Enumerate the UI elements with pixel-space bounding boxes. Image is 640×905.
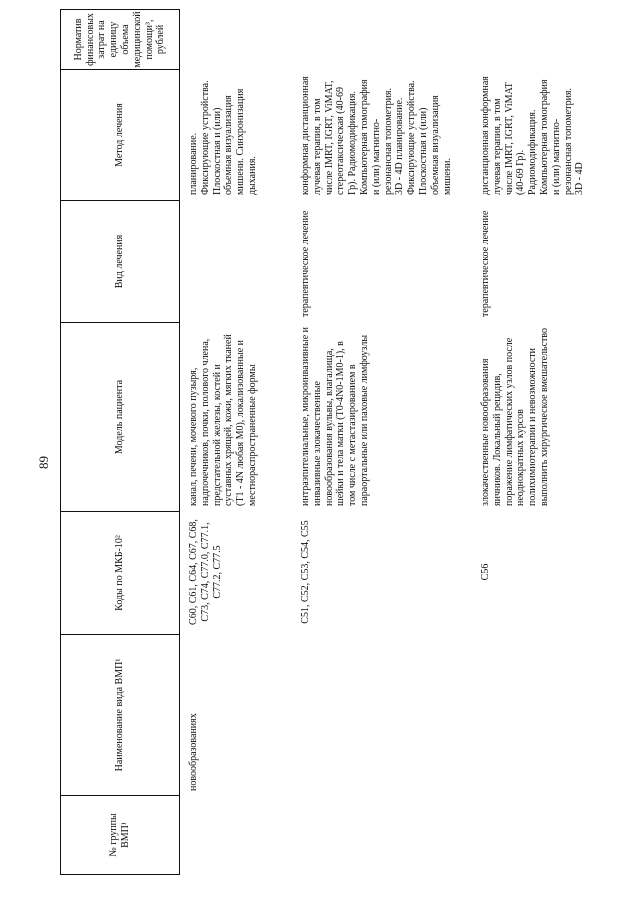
row-3-treatment-type: терапевтическое лечение [480, 210, 491, 317]
row-1-vmp-type: новообразованиях [188, 713, 199, 791]
header-treatment-method: Метод лечения [61, 69, 179, 200]
table-header [60, 9, 180, 875]
row-1-icd-codes: C60, C61, C64, C67, C68, C73, C74, C77.0, C77.1, C77.2, C77.5 [188, 519, 223, 625]
row-3-icd-codes: C56 [480, 563, 491, 581]
header-icd-codes: Коды по МКБ-10² [61, 511, 179, 634]
header-patient-model: Модель пациента [61, 322, 179, 511]
header-group-number: № группы ВМП¹ [61, 795, 179, 874]
row-1-treatment-method: планирование. Фиксирующие устройства. Плоскостная и (или) объемная визуализация мишени. Синхронизация дыхания. [188, 80, 258, 195]
header-financial-norm: Норматив финансовых затрат на единицу объема медицинской помощи³, рублей [61, 9, 179, 69]
row-3-treatment-method: дистанционная конформная лучевая терапия, в том числе IMRT, IGRT, ViMAT (40-69 Гр). Радиомодификация. Компьютерная томография и (или) магнитно-резонансная топометрия. 3D - 4D [480, 76, 586, 195]
row-2-patient-model: интраэпителиальные, микроинвазивные и инвазивные злокачественные новообразования вульвы, влагалища, шейки и тела матки (T0-4N0-1M0-1), в том числе с метастазированием в параортальные или паховые лимфоузлы [300, 326, 370, 506]
header-treatment-type: Вид лечения [61, 200, 179, 322]
page-number: 89 [36, 456, 51, 469]
row-2-treatment-method: конформная дистанционная лучевая терапия, в том числе IMRT, IGRT, ViMAT, стереотаксическая (40-69 Гр). Радиомодификация. Компьютерная томография и (или) магнитно-резонансная топометрия. 3D - 4D планирование. Фиксирующие устройства. Плоскостная и (или) объемная визуализация мишени. [300, 76, 453, 195]
header-vmp-type: Наименование вида ВМП¹ [61, 634, 179, 795]
vmp-table [60, 10, 630, 875]
row-3-patient-model: злокачественные новообразования яичников. Локальный рецидив, поражение лимфатических узлов после неоднократных курсов полихимиотерапии и невозможности выполнить хирургическое вмешательство [480, 327, 550, 506]
row-2-treatment-type: терапевтическое лечение [300, 210, 311, 317]
row-1-patient-model: канал, печени, мочевого пузыря, надпочечников, почки, полового члена, предстательной железы, костей и суставных хрящей, кожи, мягких тканей (T1 - 4N любая M0), локализованные и местнораспространенные формы [188, 334, 258, 506]
row-2-icd-codes: C51, C52, C53, C54, C55 [300, 520, 311, 624]
